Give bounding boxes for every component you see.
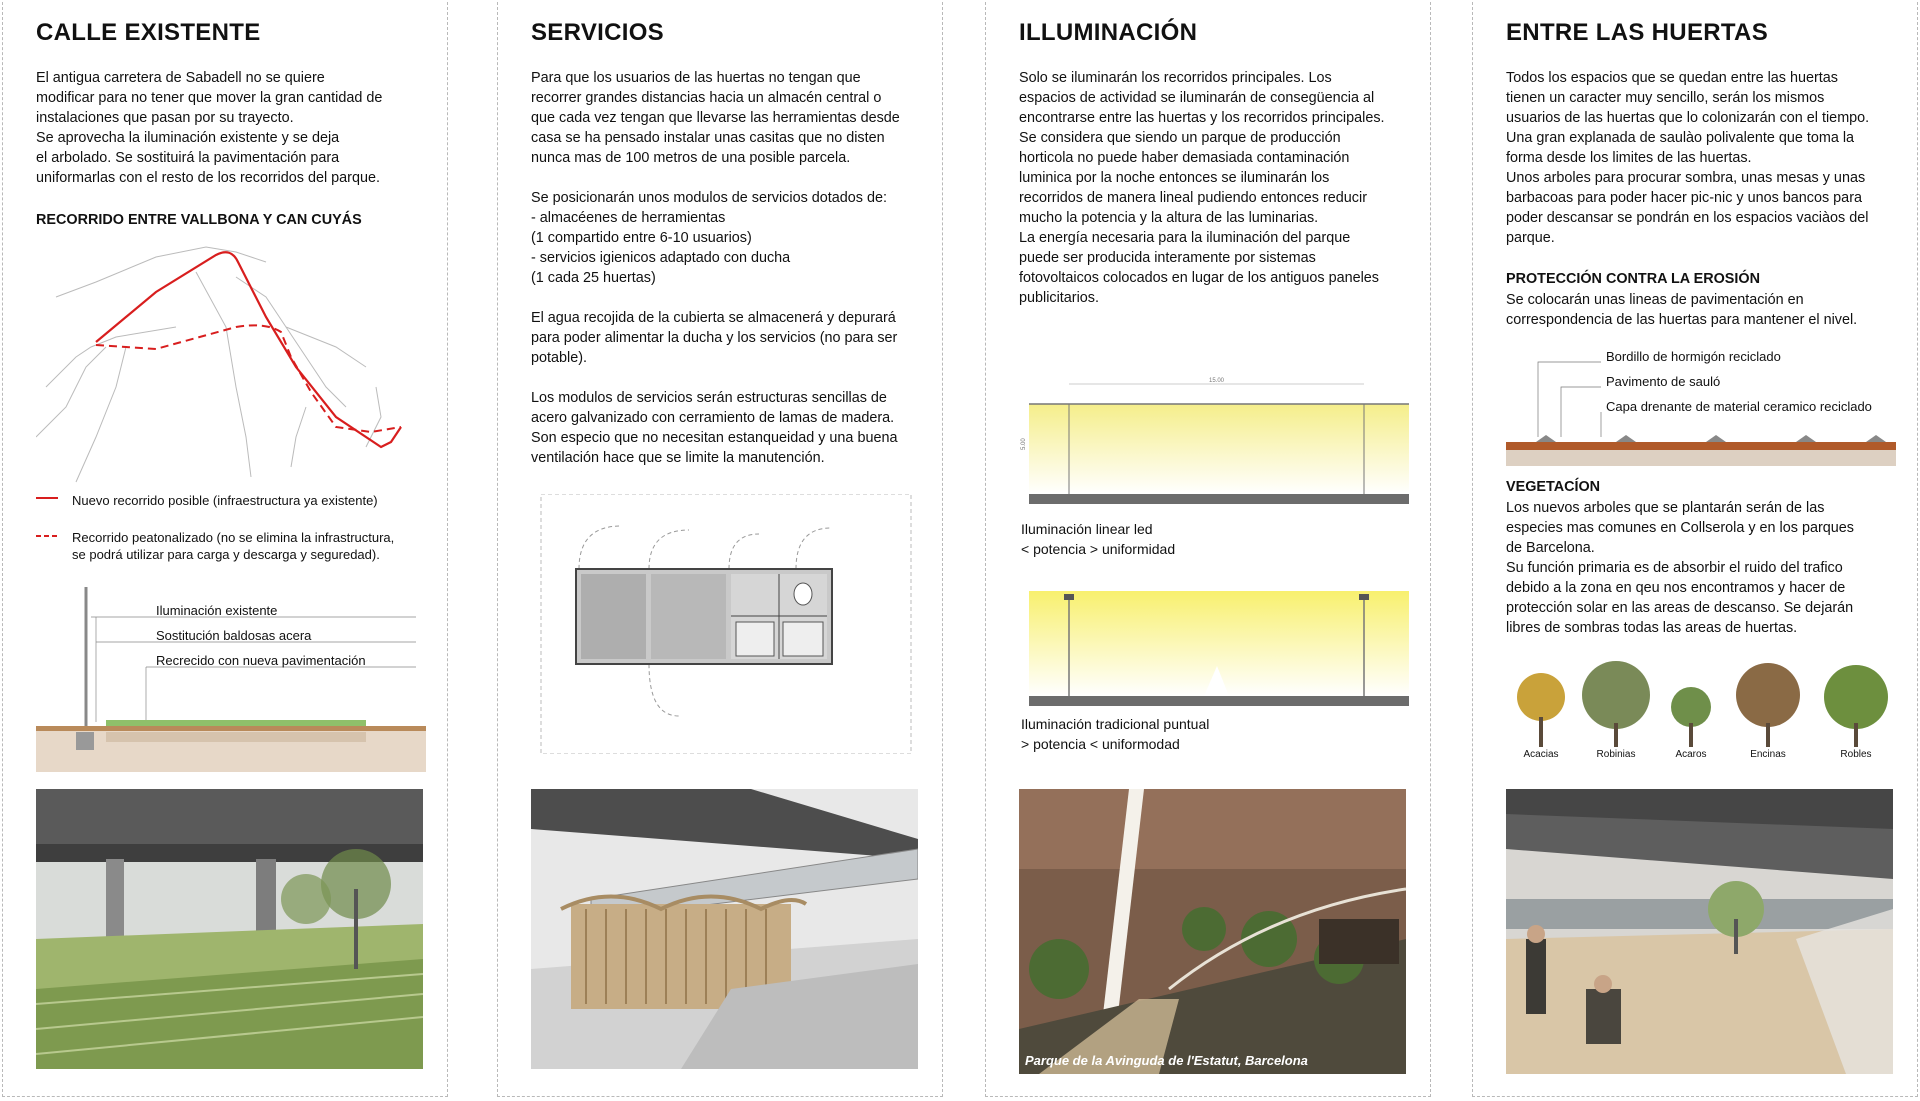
panel-title: ENTRE LAS HUERTAS [1506,19,1768,46]
panel-title: ILLUMINACIÓN [1019,19,1198,46]
dim-height-label: 5.00 [1021,438,1027,450]
panel-iluminacion [985,2,1431,1097]
panel-text: Solo se iluminarán los recorridos principales. Los espacios de actividad se iluminarán de consegüencia al encontrarse entre las huertas y los recorridos principales. Se considera que siendo un parque de producción horticola no puede haber demasiada contaminación luminica por la noche entonces se iluminarán los recorridos de manera lineal pudiendo entonces reducir mucho la potencia y la altura de las luminarias. La energía necesaria para la iluminación del parque puede ser producida interamente por sistemas fotovoltaicos colocados en lugar de los antiguos paneles publicitarios. [1019,70,1385,306]
panel-text: El antigua carretera de Sabadell no se quiere modificar para no tener que mover la gran cantidad de instalaciones que pasan por su trayecto. Se aprovecha la iluminación existente y se deja el arbolado. Se sostituirá la pavimentación para uniformarlas con el resto de los recorridos del parque. [36,70,383,186]
layer-label-2: Pavimento de sauló [1606,374,1721,389]
tree-robinias [1576,657,1656,767]
panel-text: Para que los usuarios de las huertas no tengan que recorrer grandes distancias hacia un almacén central o que cada vez tengan que llevarse las herramientas desde casa se ha pensado instalar unas casitas que no disten nunca mas de 100 metros de una posible parcela. Se posicionarán unos modulos de servicios dotados de: - almacéenes de herramientas (1 compartido entre 6-10 usuarios) - servicios igienicos adaptado con ducha (1 cada 25 huertas) El agua recojida de la cubierta se almacenerá y depurará para poder alimentar la ducha y los servicios (no para ser potable). Los modulos de servicios serán estructuras sencillas de acero galvanizado con cerramiento de lamas de madera. Son especio que no necesitan estanqueidad y una buena ventilación hace que se limite la manutención. [531,70,900,466]
tree-label: Acaros [1675,749,1707,760]
service-module-plan [531,494,918,754]
photo-caption: Parque de la Avinguda de l'Estatut, Barcelona [1025,1053,1308,1068]
traditional-lighting-section [1019,586,1409,711]
panel-entre-las-huertas [1472,2,1918,1097]
legend-dashed-line [36,533,60,539]
text-erosion: Se colocarán unas lineas de pavimentación en correspondencia de las huertas para mantener el nivel. [1506,292,1858,328]
section-label-2: Sostitución baldosas acera [156,628,312,643]
tree-label: Robles [1840,749,1872,760]
dim-width-label: 15.00 [1209,378,1225,384]
caption-traditional: Iluminación tradicional puntual > potencia < uniformodad [1021,716,1210,752]
layer-label-1: Bordillo de hormigón reciclado [1606,349,1781,364]
panel-calle-existente [2,2,448,1097]
street-render-photo [36,789,423,1069]
legend-solid-line [36,495,60,501]
panel-text: Todos los espacios que se quedan entre las huertas tienen un caracter muy sencillo, serán los mismos usuarios de las huertas que lo colonizarán con el tiempo. Una gran explanada de saulào polivalente que toma la forma desde los limites de las huertas. Unos arboles para procurar sombra, unas mesas y unas barbacoas para poder hacer pic-nic y unos bancos para poder descansar se pondrán en los espacios vaciàos del parque. [1506,70,1870,246]
subtitle-vegetacion: VEGETACÍON [1506,479,1601,495]
park-night-photo [1019,789,1406,1074]
section-label-3: Recrecido con nueva pavimentación [156,653,366,668]
route-map-diagram [36,237,426,487]
panel-subtitle: RECORRIDO ENTRE VALLBONA Y CAN CUYÁS [36,212,362,228]
tree-robles [1816,657,1896,767]
layer-label-3: Capa drenante de material ceramico reciclado [1606,399,1872,414]
tree-species-row [1506,657,1896,767]
legend-solid-text: Nuevo recorrido posible (infraestructura ya existente) [72,493,378,508]
section-label-1: Iluminación existente [156,603,278,618]
caption-led: Iluminación linear led < potencia > uniformidad [1021,521,1176,557]
tree-label: Encinas [1750,749,1786,760]
plaza-render-photo [1506,789,1893,1074]
tree-label: Acacias [1523,749,1559,760]
tree-encinas [1728,657,1808,767]
tree-acacias [1506,657,1576,767]
legend-dashed-text: Recorrido peatonalizado (no se elimina la infrastructura, se podrá utilizar para carga y descarga y seguredad). [72,530,395,562]
tree-label: Robinias [1596,749,1636,760]
text-vegetacion: Los nuevos arboles que se plantarán serán de las especies mas comunes en Collserola y en los parques de Barcelona. Su función primaria es de absorbir el ruido del trafico debido a la zona en qeu nos encontramos y hacer de protección solar en las areas de descanso. Se dejarán libres de sombras todas las areas de huertas. [1506,500,1854,636]
tree-acaros [1656,657,1726,767]
panel-title: SERVICIOS [531,19,664,46]
panel-servicios [497,2,943,1097]
service-module-render [531,789,918,1069]
erosion-section-diagram [1506,357,1896,467]
panel-title: CALLE EXISTENTE [36,19,261,46]
led-lighting-section [1019,374,1409,514]
subtitle-erosion: PROTECCIÓN CONTRA LA EROSIÓN [1506,271,1760,287]
